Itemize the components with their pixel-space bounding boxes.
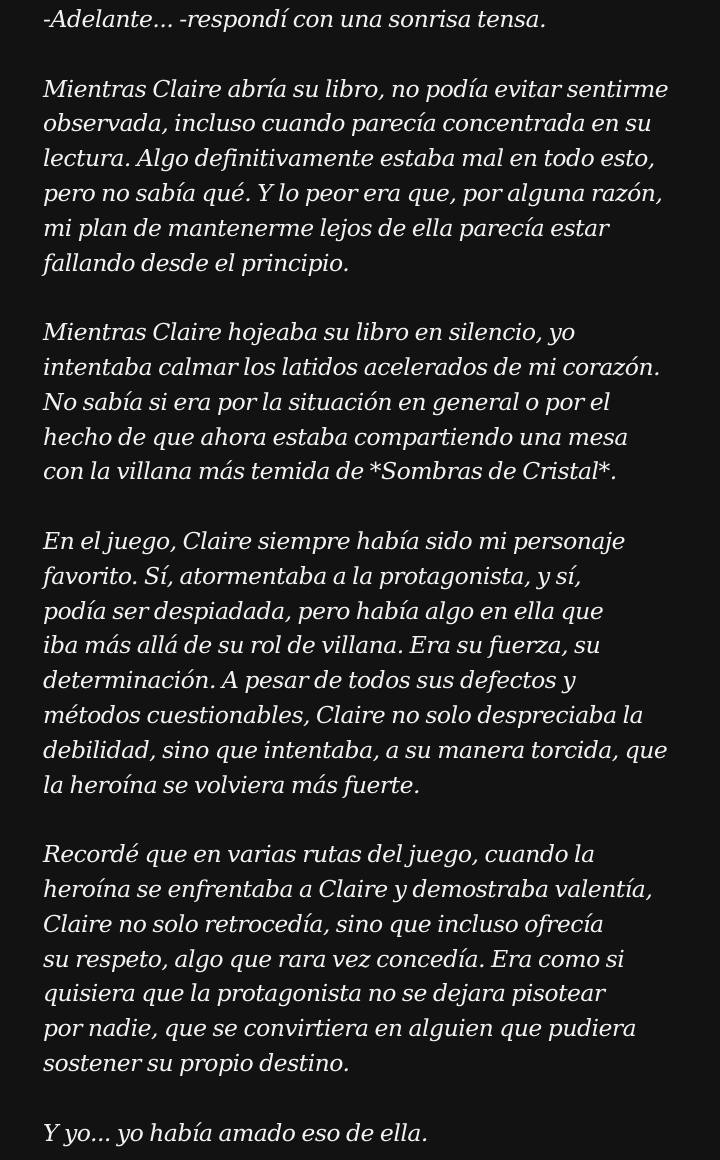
text-line: debilidad, sino que intentaba, a su manera torcida, que [43, 735, 668, 764]
text-line: hecho de que ahora estaba compartiendo una mesa [43, 422, 628, 451]
text-line: quisiera que la protagonista no se dejara pisotear [43, 979, 605, 1008]
paragraph-6 [43, 1116, 690, 1151]
text-line: heroína se enfrentaba a Claire y demostraba valentía, [43, 874, 653, 903]
text-line: Y yo... yo había amado eso de ella. [43, 1118, 428, 1147]
text-line: iba más allá de su rol de villana. Era su fuerza, su [43, 631, 601, 660]
paragraph-3 [43, 315, 690, 489]
text-line: pero no sabía qué. Y lo peor era que, por alguna razón, [43, 178, 663, 207]
text-line: -Adelante... -respondí con una sonrisa tensa. [43, 5, 547, 33]
text-line: Mientras Claire abría su libro, no podía evitar sentirme [43, 74, 669, 103]
text-line: Recordé que en varias rutas del juego, cuando la [43, 840, 595, 869]
text-line: métodos cuestionables, Claire no solo despreciaba la [43, 700, 644, 729]
text-line: fallando desde el principio. [43, 248, 350, 277]
paragraph-4 [43, 524, 690, 802]
text-line: sostener su propio destino. [43, 1048, 350, 1077]
paragraph-2 [43, 72, 690, 281]
text-line: Claire no solo retrocedía, sino que incluso ofrecía [43, 909, 604, 938]
text-line: Mientras Claire hojeaba su libro en silencio, yo [43, 318, 575, 347]
text-line: con la villana más temida de *Sombras de Cristal*. [43, 457, 617, 486]
text-line: intentaba calmar los latidos acelerados de mi corazón. [43, 352, 661, 381]
text-line: En el juego, Claire siempre había sido mi personaje [43, 526, 626, 555]
text-line: lectura. Algo definitivamente estaba mal en todo esto, [43, 144, 655, 173]
text-line: por nadie, que se convirtiera en alguien que pudiera [43, 1014, 637, 1043]
text-line: podía ser despiadada, pero había algo en ella que [43, 596, 604, 625]
text-line: observada, incluso cuando parecía concentrada en su [43, 109, 652, 138]
text-line: mi plan de mantenerme lejos de ella parecía estar [43, 213, 609, 242]
paragraph-5 [43, 837, 690, 1081]
text-line: No sabía si era por la situación en general o por el [43, 387, 611, 416]
paragraph-1 [43, 2, 690, 37]
text-line: su respeto, algo que rara vez concedía. Era como si [43, 944, 625, 973]
text-line: la heroína se volviera más fuerte. [43, 770, 420, 799]
text-line: determinación. A pesar de todos sus defectos y [43, 666, 576, 695]
text-line: favorito. Sí, atormentaba a la protagonista, y sí, [43, 561, 582, 590]
